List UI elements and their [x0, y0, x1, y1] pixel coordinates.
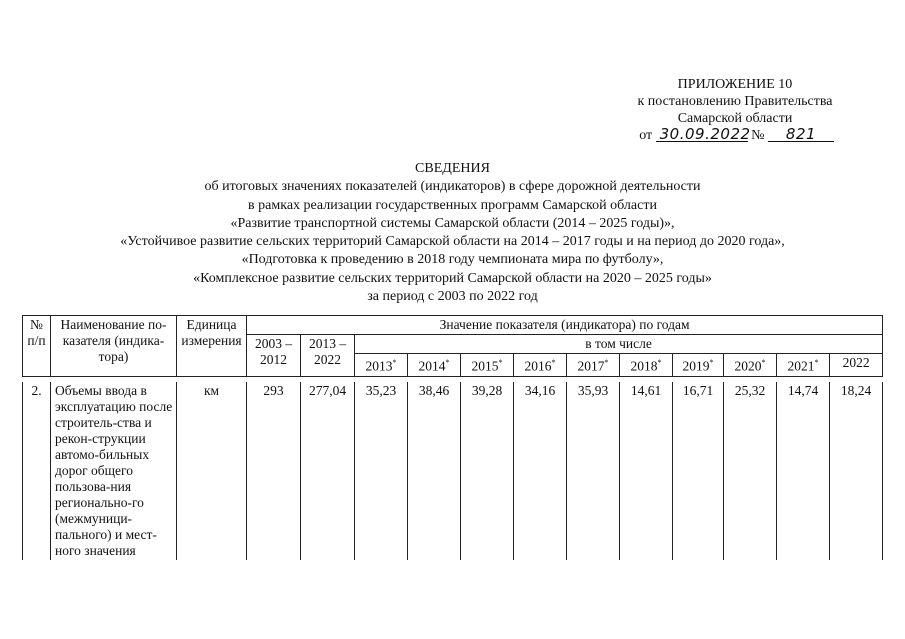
header-year: 2021*	[777, 354, 830, 377]
row-year-value: 39,28	[461, 382, 514, 560]
header-including: в том числе	[355, 335, 883, 354]
header-year: 2016*	[514, 354, 567, 377]
header-year: 2014*	[408, 354, 461, 377]
header-period-2003-2012: 2003 – 2012	[247, 335, 301, 377]
row-year-value: 38,46	[408, 382, 461, 560]
header-year: 2018*	[620, 354, 673, 377]
header-num: № п/п	[23, 316, 51, 377]
row-year-value: 14,74	[777, 382, 830, 560]
header-year: 2020*	[724, 354, 777, 377]
document-title-block	[0, 160, 905, 306]
header-year: 2022	[830, 354, 883, 377]
row-year-value: 35,93	[567, 382, 620, 560]
handwritten-number: 821	[768, 127, 834, 142]
appendix-line-region: Самарской области	[677, 111, 793, 126]
row-year-value: 35,23	[355, 382, 408, 560]
row-period1-value: 293	[247, 382, 301, 560]
header-unit: Единица измерения	[177, 316, 247, 377]
header-year: 2017*	[567, 354, 620, 377]
title-line: в рамках реализации государственных программ Самарской области	[248, 197, 657, 213]
header-year: 2019*	[673, 354, 724, 377]
from-label: от	[639, 128, 653, 143]
header-name: Наименование по-казателя (индика-тора)	[51, 316, 177, 377]
row-period2-value: 277,04	[301, 382, 355, 560]
table-row	[23, 382, 883, 560]
appendix-block	[600, 76, 870, 144]
row-year-value: 34,16	[514, 382, 567, 560]
row-year-value: 14,61	[620, 382, 673, 560]
appendix-date-line	[600, 127, 870, 144]
title-line: «Устойчивое развитие сельских территорий Самарской области на 2014 – 2017 годы и на период до 2020 года»,	[120, 234, 785, 250]
header-year: 2015*	[461, 354, 514, 377]
row-unit: км	[177, 382, 247, 560]
row-num: 2.	[23, 382, 51, 560]
indicator-table	[22, 315, 883, 560]
title-line: «Развитие транспортной системы Самарской области (2014 – 2025 годы)»,	[230, 215, 675, 231]
appendix-line-resolution: к постановлению Правительства	[637, 94, 833, 109]
number-label: №	[751, 128, 765, 143]
row-name: Объемы ввода в эксплуатацию после строитель-ства и рекон-струкции автомо-бильных дорог общего пользова-ния регионально-го (межмуници-пального) и мест-ного значения	[51, 382, 177, 560]
title-line: об итоговых значениях показателей (индикаторов) в сфере дорожной деятельности	[204, 179, 701, 195]
header-period-2013-2022: 2013 – 2022	[301, 335, 355, 377]
title-line: «Подготовка к проведению в 2018 году чемпионата мира по футболу»,	[241, 252, 664, 268]
title-period: за период с 2003 по 2022 год	[367, 289, 538, 305]
row-year-value: 16,71	[673, 382, 724, 560]
handwritten-date: 30.09.2022	[656, 127, 748, 142]
header-year: 2013*	[355, 354, 408, 377]
row-year-value: 18,24	[830, 382, 883, 560]
header-values-title: Значение показателя (индикатора) по годам	[247, 316, 883, 335]
title-line: «Комплексное развитие сельских территорий Самарской области на 2020 – 2025 годы»	[193, 270, 712, 286]
document-title: СВЕДЕНИЯ	[415, 161, 490, 176]
appendix-title: ПРИЛОЖЕНИЕ 10	[677, 77, 793, 92]
row-year-value: 25,32	[724, 382, 777, 560]
